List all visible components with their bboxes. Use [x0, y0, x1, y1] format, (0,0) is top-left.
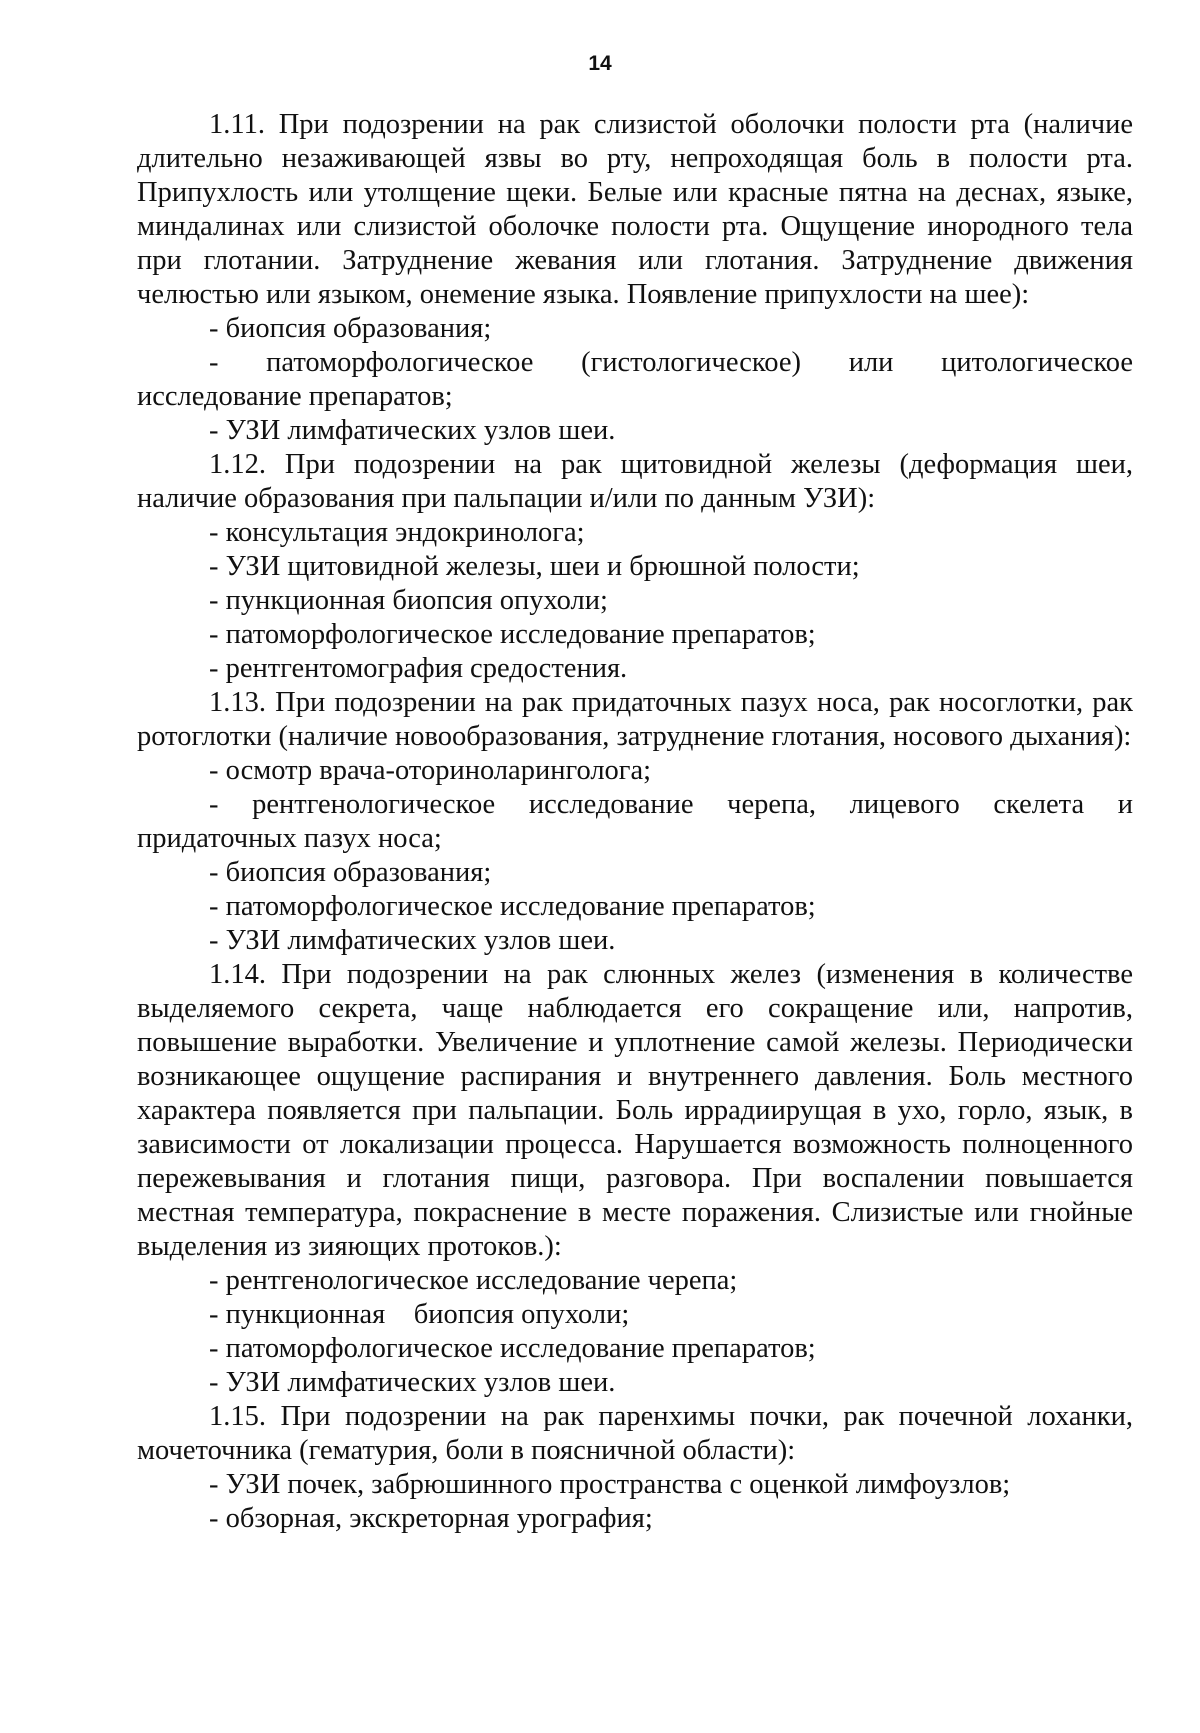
list-item: - рентгенологическое исследование черепа, лицевого скелета и придаточных пазух носа; — [137, 789, 1133, 854]
list-item: - рентгенологическое исследование черепа; — [209, 1265, 738, 1296]
list-item: - консультация эндокринолога; — [209, 517, 585, 548]
section-1-11-intro: 1.11. При подозрении на рак слизистой оболочки полости рта (наличие длительно незаживающей язвы во рту, непроходящая боль в полости рта. Припухлость или утолщение щеки. Белые или красные пятна на деснах, языке, миндалинах или слизистой оболочке полости рта. Ощущение инородного тела при глотании. Затруднение жевания или глотания. Затруднение движения челюстью или языком, онемение языка. Появление припухлости на шее): — [137, 109, 1133, 310]
section-1-15-intro: 1.15. При подозрении на рак паренхимы почки, рак почечной лоханки, мочеточника (гематурия, боли в поясничной области): — [137, 1401, 1133, 1466]
list-item: - биопсия образования; — [209, 313, 492, 344]
list-item: - рентгентомография средостения. — [209, 653, 628, 684]
list-item: - патоморфологическое (гистологическое) или цитологическое исследование препаратов; — [137, 347, 1133, 412]
list-item: - обзорная, экскреторная урография; — [209, 1503, 653, 1534]
list-item: - патоморфологическое исследование препаратов; — [209, 891, 816, 922]
list-item: - патоморфологическое исследование препаратов; — [209, 1333, 816, 1364]
list-item: - УЗИ лимфатических узлов шеи. — [209, 415, 616, 446]
section-1-12-intro: 1.12. При подозрении на рак щитовидной железы (деформация шеи, наличие образования при пальпации и/или по данным УЗИ): — [137, 449, 1133, 514]
section-1-13-intro: 1.13. При подозрении на рак придаточных пазух носа, рак носоглотки, рак ротоглотки (наличие новообразования, затруднение глотания, носового дыхания): — [137, 687, 1133, 752]
list-item: - УЗИ лимфатических узлов шеи. — [209, 1367, 616, 1398]
list-item: - УЗИ почек, забрюшинного пространства с оценкой лимфоузлов; — [209, 1469, 1011, 1500]
list-item: - УЗИ лимфатических узлов шеи. — [209, 925, 616, 956]
list-item: - пункционная биопсия опухоли; — [209, 1299, 630, 1330]
list-item: - пункционная биопсия опухоли; — [209, 585, 608, 616]
list-item: - патоморфологическое исследование препаратов; — [209, 619, 816, 650]
list-item: - биопсия образования; — [209, 857, 492, 888]
list-item: - осмотр врача-оториноларинголога; — [209, 755, 652, 786]
section-1-14-intro: 1.14. При подозрении на рак слюнных желез (изменения в количестве выделяемого секрета, чаще наблюдается его сокращение или, напротив, повышение выработки. Увеличение и уплотнение самой железы. Периодически возникающее ощущение распирания и внутреннего давления. Боль местного характера появляется при пальпации. Боль иррадиирущая в ухо, горло, язык, в зависимости от локализации процесса. Нарушается возможность полноценного пережевывания и глотания пищи, разговора. При воспалении повышается местная температура, покраснение в месте поражения. Слизистые или гнойные выделения из зияющих протоков.): — [137, 959, 1133, 1262]
list-item: - УЗИ щитовидной железы, шеи и брюшной полости; — [209, 551, 860, 582]
document-body — [137, 108, 1133, 1536]
page-number: 14 — [588, 52, 612, 75]
